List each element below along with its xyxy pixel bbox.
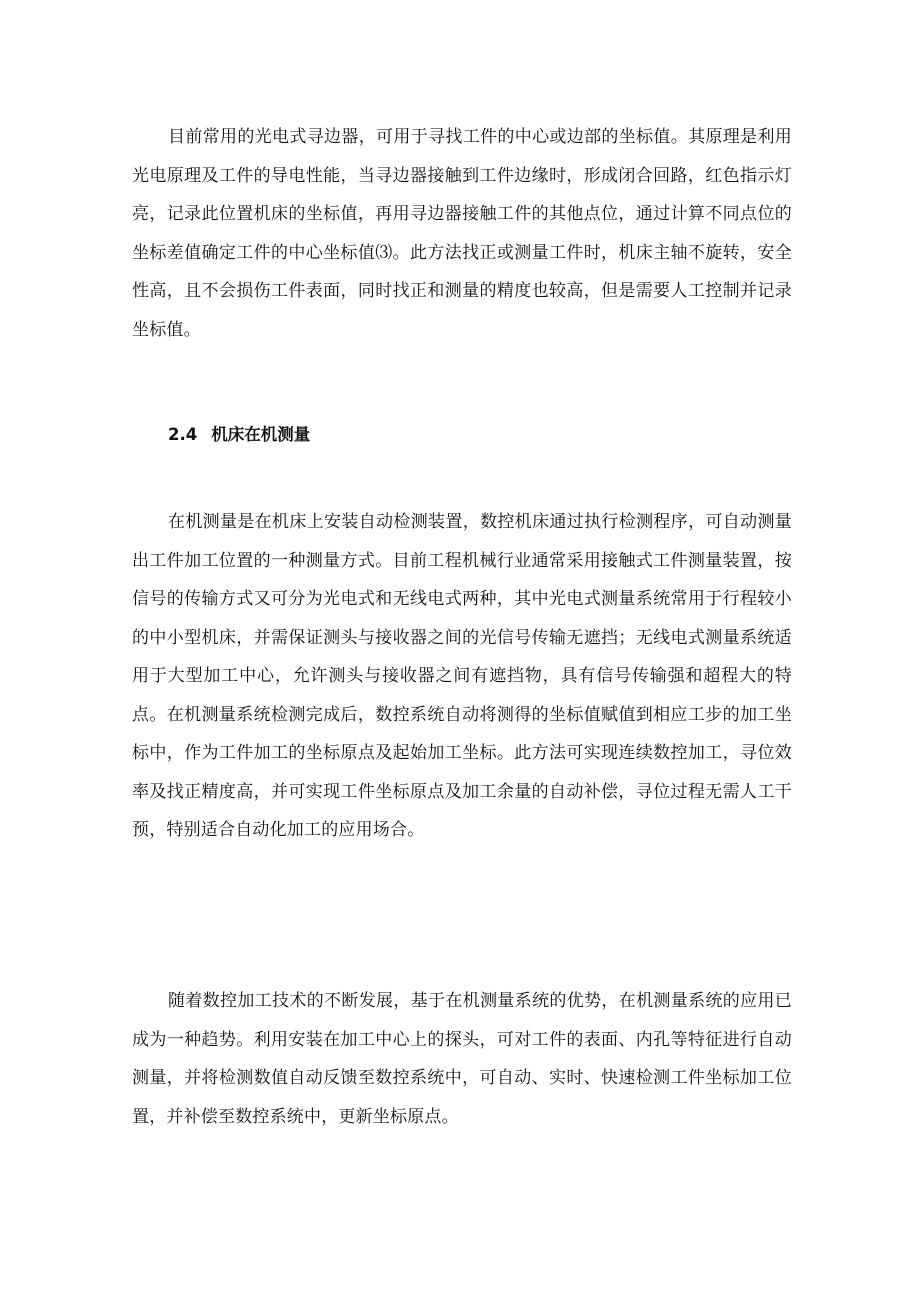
section-title: 机床在机测量 <box>211 425 311 444</box>
paragraph-measurement-trend: 随着数控加工技术的不断发展，基于在机测量系统的优势，在机测量系统的应用已成为一种趋势。利用安装在加工中心上的探头，可对工件的表面、内孔等特征进行自动测量，并将检测数值自动反馈至数控系统中，可自动、实时、快速检测工件坐标加工位置，并补偿至数控系统中，更新坐标原点。 <box>132 991 792 1127</box>
paragraph-edge-finder: 目前常用的光电式寻边器，可用于寻找工件的中心或边部的坐标值。其原理是利用光电原理及工件的导电性能，当寻边器接触到工件边缘时，形成闭合回路，红色指示灯亮，记录此位置机床的坐标值，再用寻边器接触工件的其他点位，通过计算不同点位的坐标差值确定工件的中心坐标值⑶。此方法找正或测量工件时，机床主轴不旋转，安全性高，且不会损伤工件表面，同时找正和测量的精度也较高，但是需要人工控制并记录坐标值。 <box>132 127 792 340</box>
section-heading <box>168 420 310 450</box>
section-number: 2.4 <box>168 425 198 444</box>
paragraph-on-machine-measurement: 在机测量是在机床上安装自动检测装置，数控机床通过执行检测程序，可自动测量出工件加工位置的一种测量方式。目前工程机械行业通常采用接触式工件测量装置，按信号的传输方式又可分为光电式和无线电式两种，其中光电式测量系统常用于行程较小的中小型机床，并需保证测头与接收器之间的光信号传输无遮挡；无线电式测量系统适用于大型加工中心，允许测头与接收器之间有遮挡物，具有信号传输强和超程大的特点。在机测量系统检测完成后，数控系统自动将测得的坐标值赋值到相应工步的加工坐标中，作为工件加工的坐标原点及起始加工坐标。此方法可实现连续数控加工，寻位效率及找正精度高，并可实现工件坐标原点及加工余量的自动补偿，寻位过程无需人工干预，特别适合自动化加工的应用场合。 <box>132 512 792 840</box>
